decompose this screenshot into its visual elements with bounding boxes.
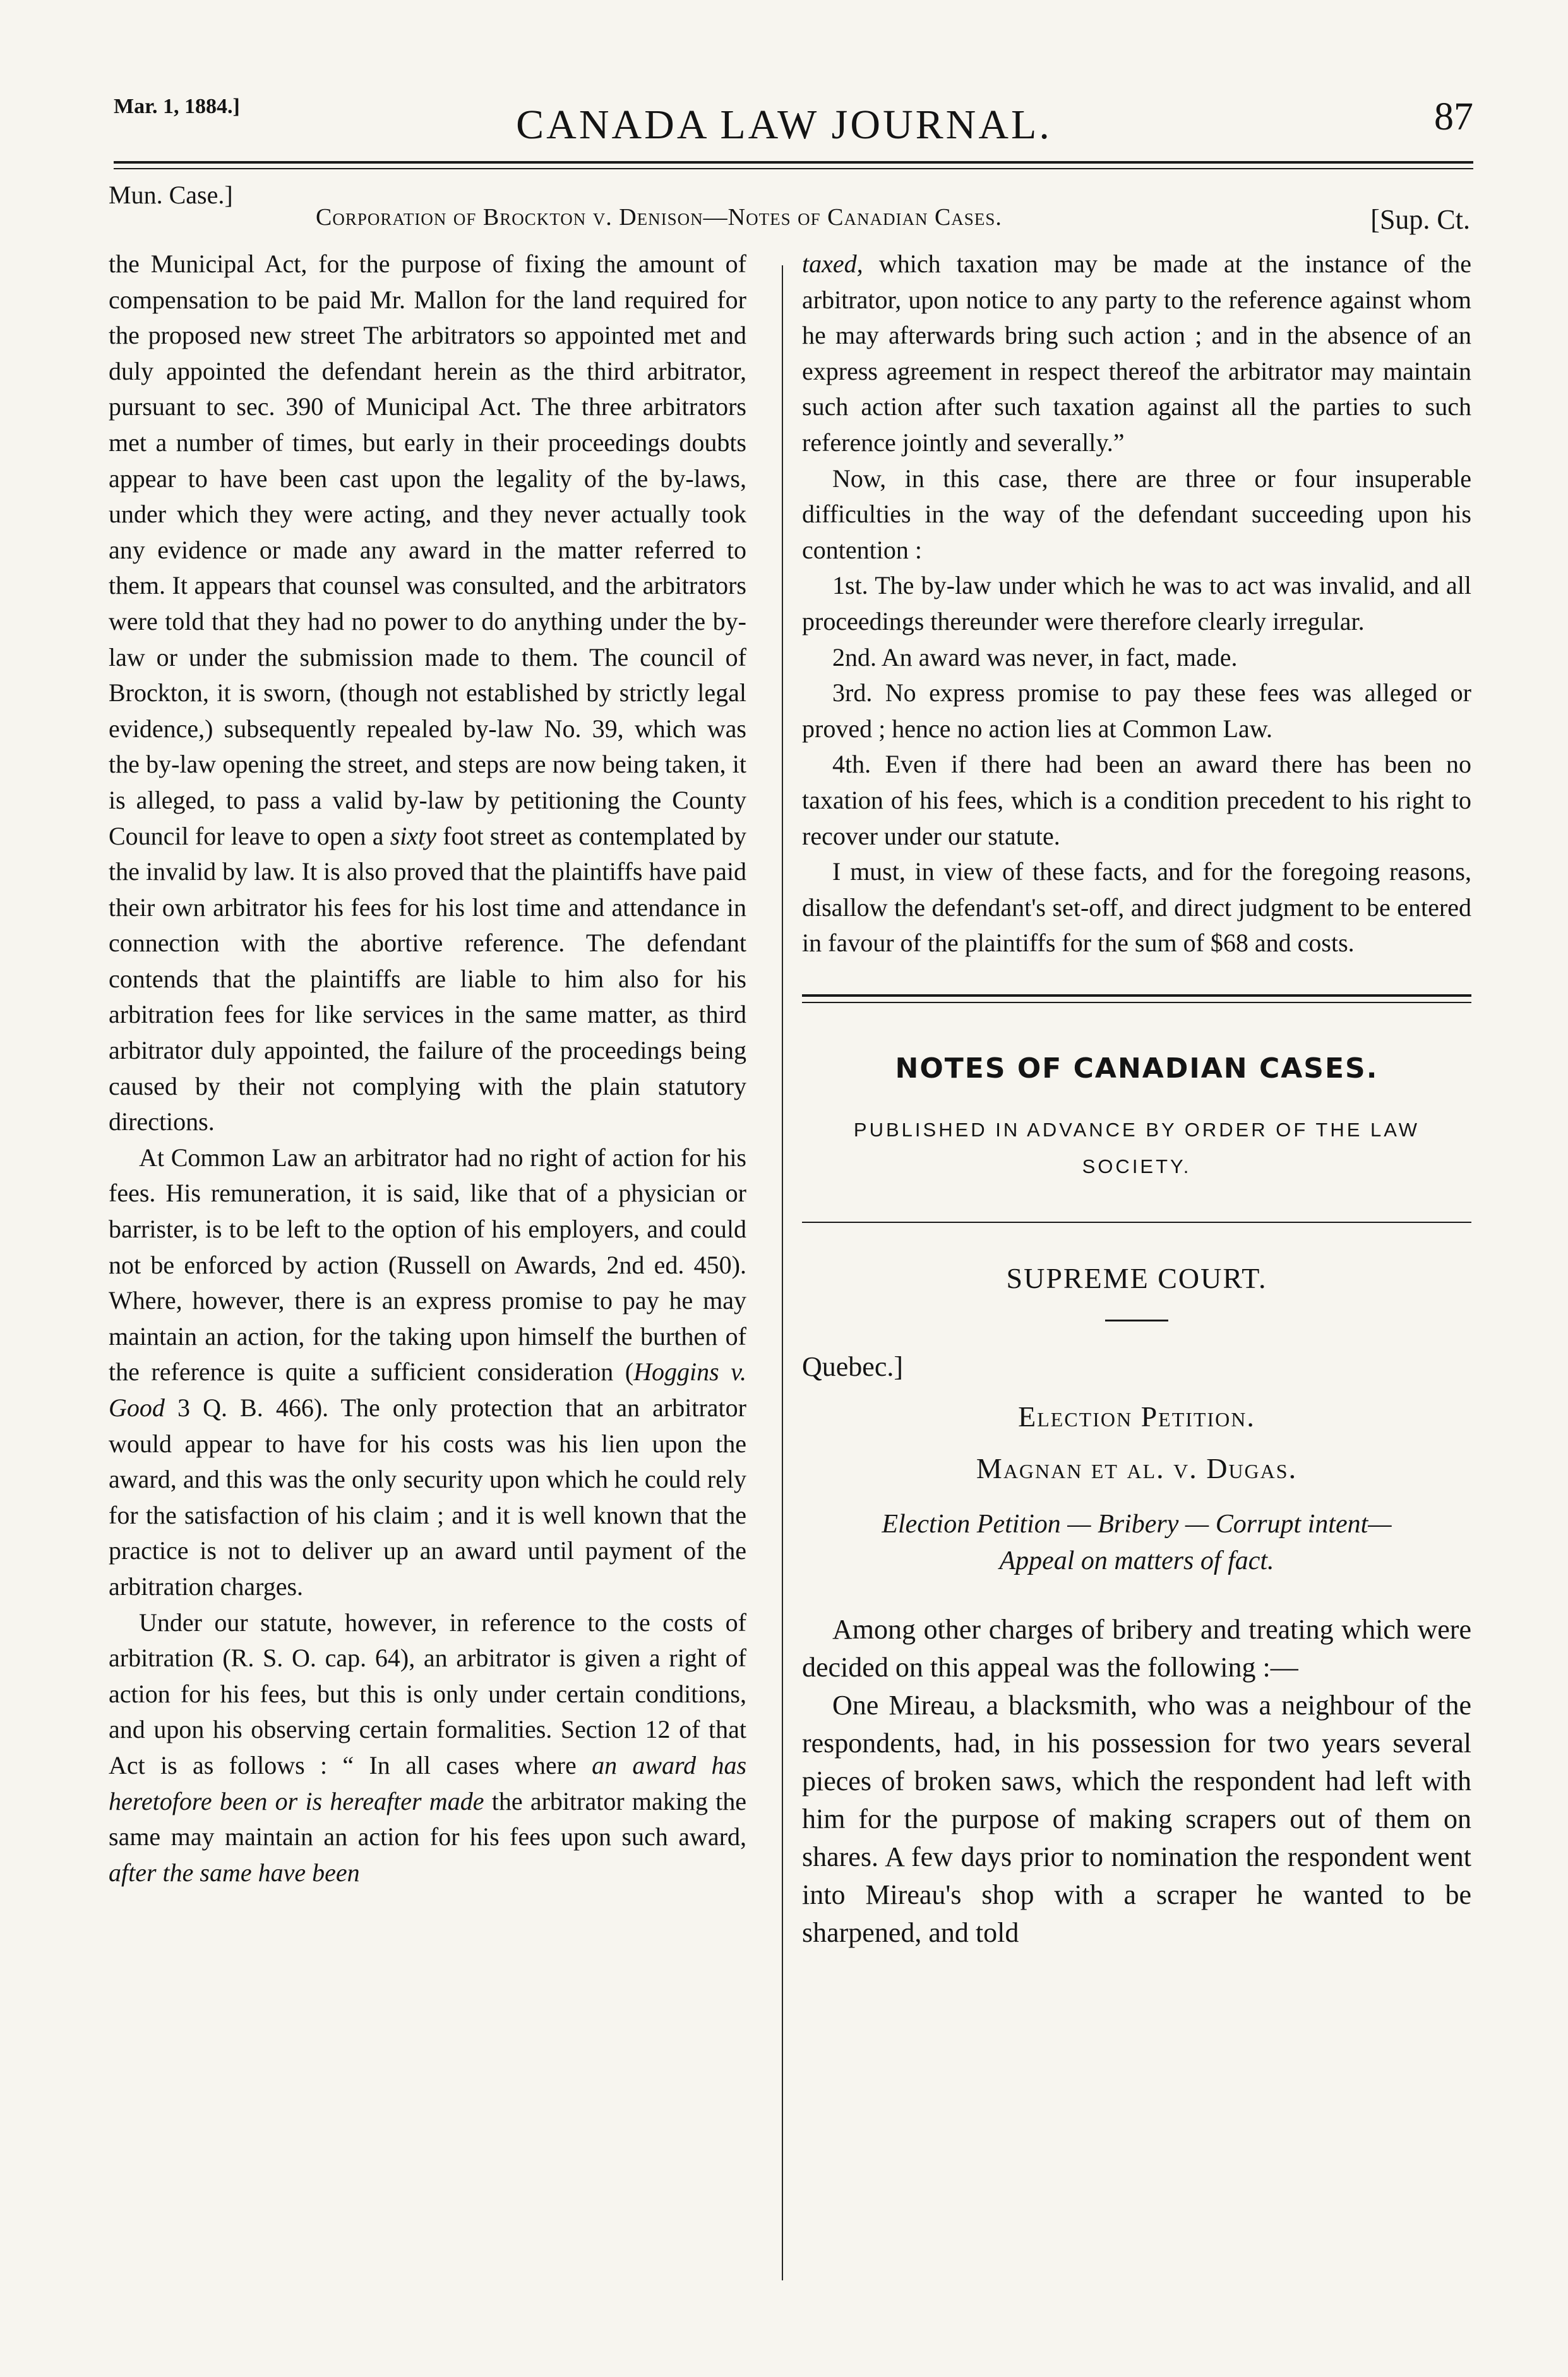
column-divider bbox=[782, 265, 783, 2280]
page-number: 87 bbox=[1434, 95, 1473, 138]
section-rule-thin bbox=[802, 1002, 1471, 1003]
journal-title: CANADA LAW JOURNAL. bbox=[516, 102, 1052, 148]
paragraph-difficulties: Now, in this case, there are three or four insuperable difficulties in the way of the defendant succeeding upon his contention : bbox=[802, 464, 1471, 564]
paragraph-statute bbox=[109, 1605, 746, 1891]
text-span: which taxation may be made at the instance of the arbitrator, upon notice to any party to the reference against whom he may afterwards bring such action ; and in the absence of an express agreement in respect thereof the arbitrator may maintain such action after such taxation against all the parties to such reference jointly and severally.” bbox=[802, 250, 1472, 457]
court-heading: SUPREME COURT. bbox=[1006, 1262, 1267, 1295]
italic-span: an award has heretofore been or is hereafter made bbox=[109, 1750, 747, 1815]
paragraph-first-point: 1st. The by-law under which he was to act was invalid, and all proceedings thereunder were therefore clearly irregular. bbox=[802, 571, 1471, 635]
notes-section-title: NOTES OF CANADIAN CASES. bbox=[895, 1052, 1379, 1085]
case-citation: Hoggins v. Good bbox=[109, 1357, 746, 1422]
right-column bbox=[802, 246, 1471, 1952]
case-body bbox=[802, 1611, 1471, 1952]
paragraph-mireau: One Mireau, a blacksmith, who was a neighbour of the respondents, had, in his possession for two years several pieces of broken saws, which the respondent had left with him for the purpose of making scrapers out of them on shares. A few days prior to nomination the respondent went into Mireau's shop with a scraper he wanted to be sharpened, and told bbox=[802, 1689, 1471, 1948]
italic-span: sixty bbox=[390, 821, 437, 850]
case-type: Election Petition. bbox=[1018, 1400, 1255, 1433]
italic-span: taxed, bbox=[802, 250, 863, 278]
section-rule bbox=[802, 1222, 1471, 1223]
header-date: Mar. 1, 1884.] bbox=[114, 95, 240, 118]
text-span: At Common Law an arbitrator had no right of action for his fees. His remuneration, it is said, like that of a physician or barrister, is to be left to the option of his employers, and could not be enforced by action (Russell on Awards, 2nd ed. 450). Where, however, there is an express promise to pay he may maintain an action, for the taking upon himself the burthen of the reference is quite a sufficient consideration ( bbox=[109, 1143, 746, 1387]
paragraph-municipal-act bbox=[109, 246, 746, 1140]
paragraph-charges: Among other charges of bribery and treating which were decided on this appeal was the following :— bbox=[802, 1613, 1471, 1683]
short-divider bbox=[1105, 1320, 1168, 1321]
paragraph-judgment: I must, in view of these facts, and for the foregoing reasons, disallow the defendant's set-off, and direct judgment to be entered in favour of the plaintiffs for the sum of $68 and costs. bbox=[802, 857, 1471, 958]
province-label: Quebec.] bbox=[802, 1351, 904, 1383]
paragraph-fourth-point: 4th. Even if there had been an award there has been no taxation of his fees, which is a condition precedent to his right to recover under our statute. bbox=[802, 750, 1471, 850]
case-name: Magnan et al. v. Dugas. bbox=[976, 1452, 1298, 1485]
text-span: Under our statute, however, in reference to the costs of arbitration (R. S. O. cap. 64), an arbitrator is given a right of action for his fees, but this is only under certain conditions, and upon his observing certain formalities. Section 12 of that Act is as follows : “ In all cases where bbox=[109, 1608, 746, 1779]
paragraph-second-point: 2nd. An award was never, in fact, made. bbox=[832, 642, 1238, 671]
headnote-line: Appeal on matters of fact. bbox=[999, 1546, 1274, 1575]
case-headnote bbox=[802, 1506, 1471, 1579]
headnote-line: Election Petition — Bribery — Corrupt intent— bbox=[882, 1509, 1392, 1539]
italic-span: after the same have been bbox=[109, 1858, 360, 1887]
paragraph-common-law bbox=[109, 1140, 746, 1605]
text-span: the Municipal Act, for the purpose of fixing the amount of compensation to be paid Mr. Mallon for the land required for the proposed new street The arbitrators so appointed met and duly appointed the defendant herein as the third arbitrator, pursuant to sec. 390 of Municipal Act. The three arbitrators met a number of times, but early in their proceedings doubts appear to have been cast upon the legality of the by-laws, under which they were acting, and they never actually took any evidence or made any award in the matter referred to them. It appears that counsel was consulted, and the arbitrators were told that they had no power to do anything under the by-law or under the submission made to them. The council of Brockton, it is sworn, (though not established by strictly legal evidence,) subsequently repealed by-law No. 39, which was the by-law opening the street, and steps are now being taken, it is alleged, to pass a valid by-law by petitioning the County Council for leave to open a bbox=[109, 250, 746, 850]
paragraph-taxation bbox=[802, 246, 1471, 461]
left-column bbox=[109, 246, 746, 1891]
published-notice: PUBLISHED IN ADVANCE BY ORDER OF THE LAW SOCIETY. bbox=[853, 1119, 1420, 1178]
header-rule-thick bbox=[114, 161, 1473, 164]
text-span: 3 Q. B. 466). The only protection that an arbitrator would appear to have for his costs was his lien upon the award, and this was the only security upon which he could rely for the satisfaction of his claim ; and it is well known that the practice is not to deliver up an award until payment of the arbitration charges. bbox=[109, 1393, 746, 1601]
text-span: foot street as contemplated by the invalid by law. It is also proved that the plaintiffs have paid their own arbitrator his fees for his lost time and attendance in connection with the abortive reference. The defendant contends that the plaintiffs are liable to him also for his arbitration fees for like services in the same matter, as third arbitrator duly appointed, the failure of the proceedings being caused by their not complying with the plain statutory directions. bbox=[109, 821, 747, 1136]
section-rule-thick bbox=[802, 994, 1471, 997]
text-span: the arbitrator making the same may maintain an action for his fees upon such award, bbox=[109, 1786, 747, 1851]
header-rule-thin bbox=[114, 168, 1473, 169]
subheader-court-right: [Sup. Ct. bbox=[1370, 204, 1470, 235]
subheader-court-left: Mun. Case.] bbox=[109, 181, 233, 209]
subheader-case-title: Corporation of Brockton v. Denison—Notes of Canadian Cases. bbox=[316, 204, 1002, 231]
paragraph-third-point: 3rd. No express promise to pay these fees was alleged or proved ; hence no action lies at Common Law. bbox=[802, 678, 1471, 743]
